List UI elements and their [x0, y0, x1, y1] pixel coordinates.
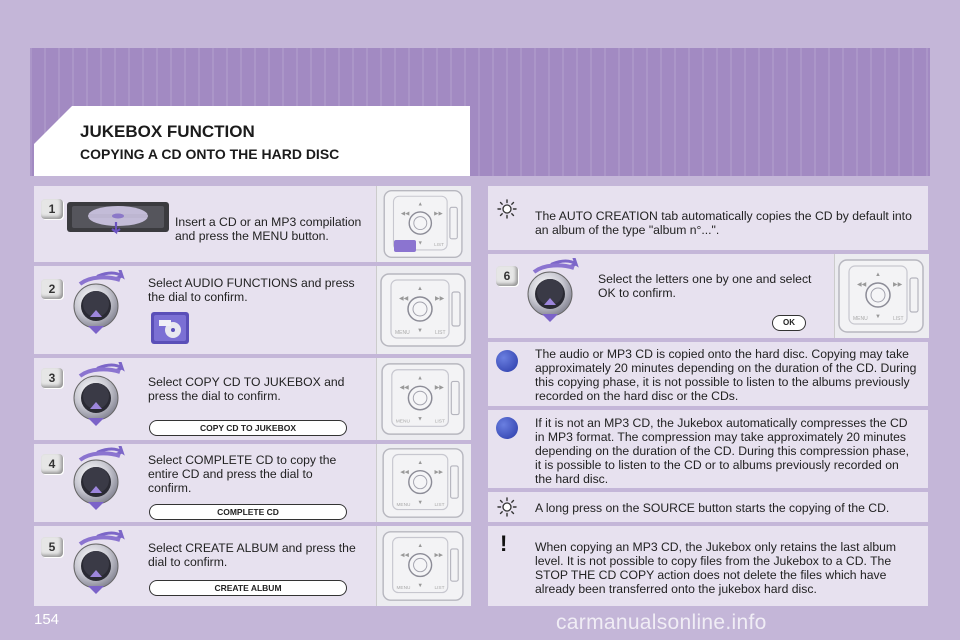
create-album-option[interactable]: CREATE ALBUM: [149, 580, 347, 596]
tip-auto-text: The AUTO CREATION tab automatically copies the CD by default into an album of the type "album n°...".: [535, 209, 912, 237]
lightbulb-tip-icon: [497, 497, 517, 517]
step-2-badge: 2: [41, 279, 63, 299]
ok-button[interactable]: OK: [772, 315, 806, 331]
step-6-radio: [834, 254, 929, 338]
step-3-radio: [376, 358, 471, 440]
lightbulb-tip-icon: [497, 199, 517, 219]
audio-functions-icon: [151, 312, 189, 344]
dial-icon: [68, 446, 128, 510]
step-1-badge: 1: [41, 199, 63, 219]
step-5-radio: [376, 526, 471, 606]
info-copy-text: The audio or MP3 CD is copied onto the hard disc. Copying may take approximately 20 minutes depending on the duration of the CD. During this copying phase, it is not possible to listen to the albums previously recorded on the hard disc or the CDs.: [535, 347, 917, 403]
warning-icon: !: [500, 531, 508, 556]
info-icon: [496, 417, 518, 439]
dial-icon: [68, 270, 128, 334]
step-5-badge: 5: [41, 537, 63, 557]
step-1-text: Insert a CD or an MP3 compilation and press the MENU button.: [175, 215, 362, 243]
dial-icon: [68, 530, 128, 594]
info-icon: [496, 350, 518, 372]
step-3-text: Select COPY CD TO JUKEBOX and press the dial to confirm.: [148, 375, 345, 403]
page-subtitle: COPYING A CD ONTO THE HARD DISC: [80, 146, 340, 162]
dial-icon: [68, 362, 128, 426]
step-3-badge: 3: [41, 368, 63, 388]
page-number: 154: [34, 611, 60, 628]
step-1-radio: [376, 186, 471, 262]
menu-button-highlight: [394, 240, 416, 252]
step-5-text: Select CREATE ALBUM and press the dial to confirm.: [148, 541, 356, 569]
step-6-badge: 6: [496, 266, 518, 286]
step-2-radio: [376, 266, 471, 354]
step-4-badge: 4: [41, 454, 63, 474]
page-title: JUKEBOX FUNCTION: [80, 122, 255, 141]
step-4-text: Select COMPLETE CD to copy the entire CD and press the dial to confirm.: [148, 453, 337, 495]
copy-cd-to-jukebox-option[interactable]: COPY CD TO JUKEBOX: [149, 420, 347, 436]
step-6-text: Select the letters one by one and select OK to confirm.: [598, 272, 812, 300]
cd-player-image: [66, 196, 170, 236]
complete-cd-option[interactable]: COMPLETE CD: [149, 504, 347, 520]
warning-text: When copying an MP3 CD, the Jukebox only retains the last album level. It is not possible to copy files from the Jukebox to a CD. The STOP THE CD COPY action does not delete the files which have already been transferred onto the jukebox hard disc.: [535, 540, 897, 596]
tip-source-text: A long press on the SOURCE button starts the copying of the CD.: [535, 501, 890, 515]
watermark: carmanualsonline.info: [556, 611, 767, 634]
step-2-text: Select AUDIO FUNCTIONS and press the dial to confirm.: [148, 276, 355, 304]
dial-icon: [522, 258, 582, 322]
step-4-radio: [376, 444, 471, 522]
info-mp3-text: If it is not an MP3 CD, the Jukebox automatically compresses the CD in MP3 format. The compression may take approximately 20 minutes depending on the duration of the CD. During this compression phase, it is possible to listen to the CD or to albums previously recorded on the hard disc.: [535, 416, 909, 486]
